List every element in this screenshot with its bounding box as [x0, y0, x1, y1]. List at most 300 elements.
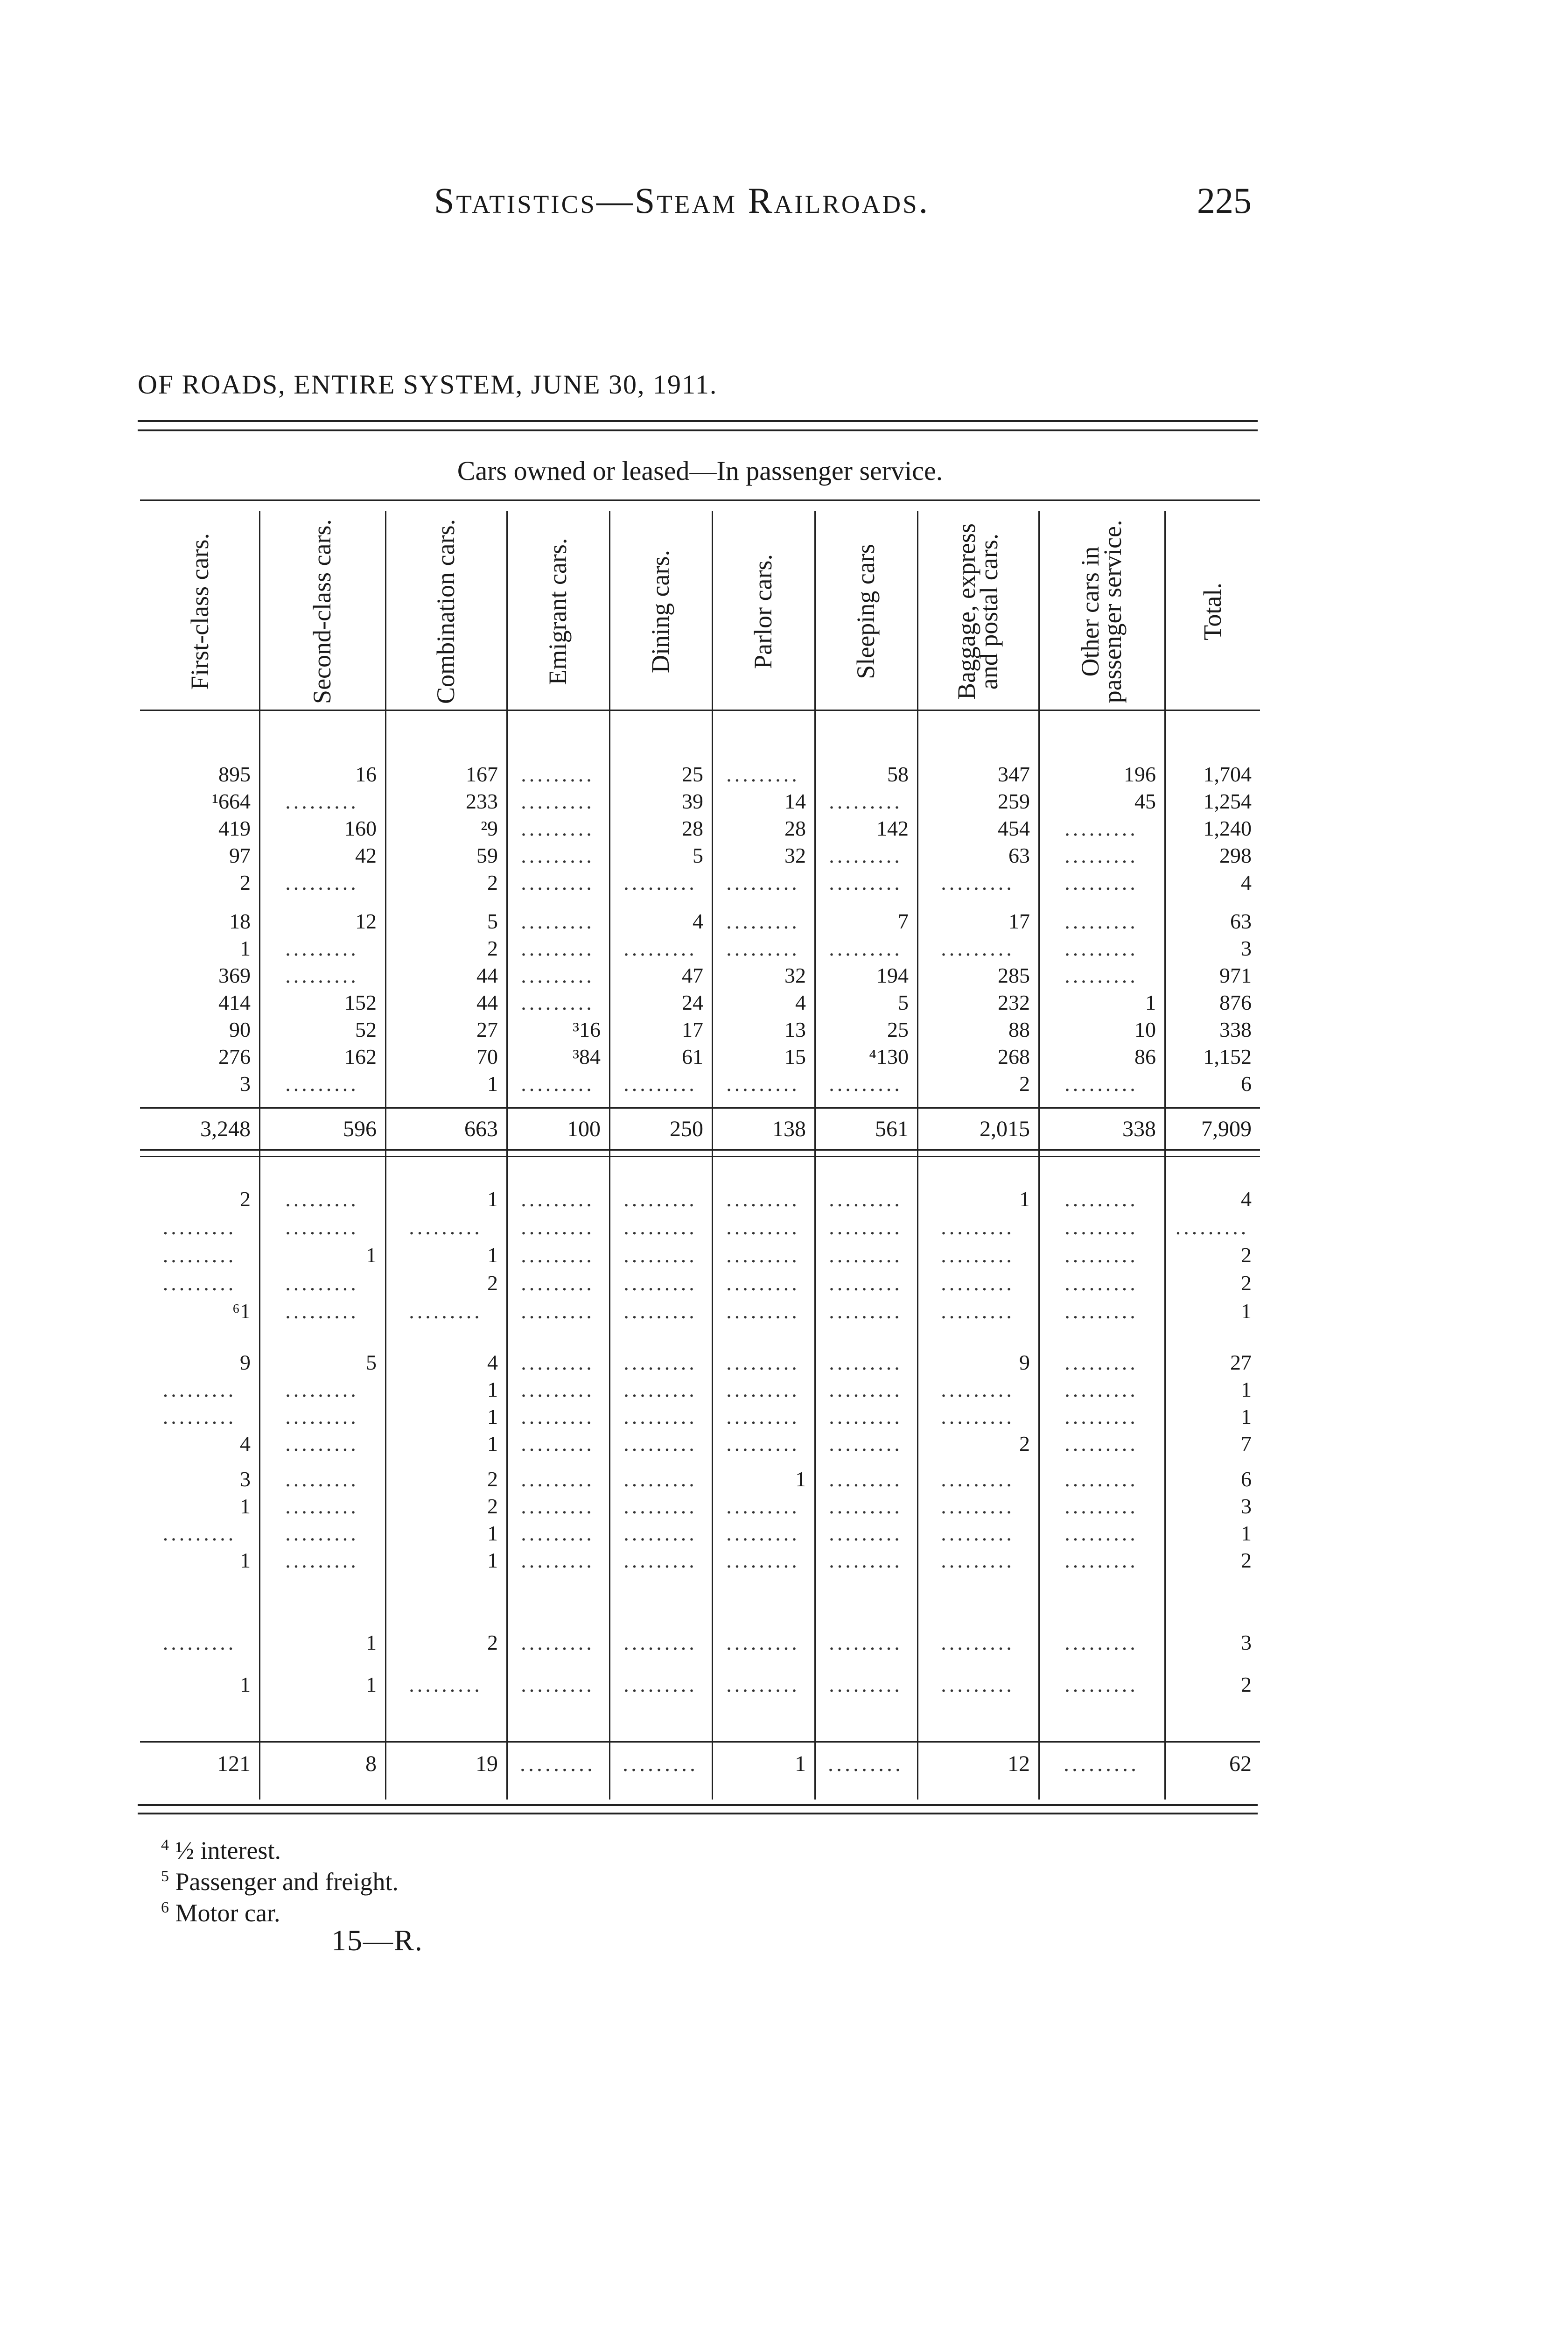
- table-cell: 1: [1241, 1299, 1252, 1323]
- table-cell: 895: [218, 762, 251, 786]
- table-cell: 59: [476, 844, 498, 867]
- table-cell: 259: [998, 789, 1030, 813]
- table-cell: 27: [476, 1018, 498, 1041]
- column-header-3: [506, 518, 609, 705]
- table-cell: 2: [487, 1467, 498, 1491]
- table-cell: 1,704: [1203, 762, 1252, 786]
- empty-cell-leader: .........: [162, 1521, 237, 1545]
- empty-cell-leader: .........: [285, 936, 359, 960]
- table-cell: 9: [1019, 1350, 1030, 1374]
- empty-cell-leader: .........: [623, 1215, 697, 1239]
- table-cell: 2: [487, 936, 498, 960]
- table-cell: 58: [887, 762, 909, 786]
- table-cell: ²9: [481, 816, 498, 840]
- total2-rule-upper: [140, 1741, 1260, 1743]
- table-cell: 18: [229, 909, 251, 933]
- empty-cell-leader: .........: [726, 1350, 800, 1374]
- empty-cell-leader: .........: [1064, 1405, 1138, 1428]
- bottom-double-rule-upper: [138, 1804, 1258, 1806]
- empty-cell-leader: .........: [1064, 1494, 1138, 1518]
- empty-cell-leader: .........: [623, 1271, 697, 1295]
- column-header-7: [917, 518, 1038, 705]
- table-cell: 44: [476, 963, 498, 987]
- table-cell: 47: [682, 963, 703, 987]
- empty-cell-leader: .........: [1064, 1378, 1138, 1401]
- column-header-label: Second-class cars.: [308, 519, 336, 704]
- empty-cell-leader: .........: [623, 1378, 697, 1401]
- table-cell: 1: [240, 1494, 251, 1518]
- table-cell: ⁶1: [232, 1299, 251, 1323]
- table-cell: 5: [693, 844, 703, 867]
- table-cell: 25: [887, 1018, 909, 1041]
- empty-cell-leader: .........: [521, 1521, 595, 1545]
- table-cell: 454: [998, 816, 1030, 840]
- empty-cell-leader: .........: [829, 1631, 903, 1654]
- column-divider: [259, 511, 260, 1800]
- table-cell: 121: [217, 1751, 251, 1776]
- total-rule-lower-2: [140, 1156, 1260, 1157]
- empty-cell-leader: .........: [726, 1405, 800, 1428]
- table-cell: 1: [487, 1548, 498, 1572]
- empty-cell-leader: .........: [829, 1521, 903, 1545]
- empty-cell-leader: .........: [1064, 871, 1138, 894]
- empty-cell-leader: .........: [521, 816, 595, 840]
- empty-cell-leader: .........: [285, 1378, 359, 1401]
- table-cell: 2: [1241, 1673, 1252, 1696]
- empty-cell-leader: .........: [941, 1243, 1015, 1267]
- table-cell: 1: [487, 1521, 498, 1545]
- table-cell: 4: [487, 1350, 498, 1374]
- empty-cell-leader: .........: [521, 1271, 595, 1295]
- table-cell: 232: [998, 991, 1030, 1014]
- top-double-rule-lower: [138, 429, 1258, 431]
- empty-cell-leader: .........: [623, 1751, 698, 1776]
- empty-cell-leader: .........: [941, 936, 1015, 960]
- column-divider: [712, 511, 713, 1800]
- table-cell: 4: [1241, 871, 1252, 894]
- empty-cell-leader: .........: [285, 1187, 359, 1211]
- empty-cell-leader: .........: [285, 1271, 359, 1295]
- table-cell: 561: [875, 1117, 909, 1141]
- empty-cell-leader: .........: [829, 871, 903, 894]
- empty-cell-leader: .........: [285, 1521, 359, 1545]
- empty-cell-leader: .........: [521, 762, 595, 786]
- total-rule-lower: [140, 1149, 1260, 1151]
- empty-cell-leader: .........: [828, 1751, 903, 1776]
- table-cell: 62: [1229, 1751, 1252, 1776]
- empty-cell-leader: .........: [285, 963, 359, 987]
- empty-cell-leader: .........: [409, 1673, 483, 1696]
- table-cell: 2: [487, 1631, 498, 1654]
- empty-cell-leader: .........: [623, 1405, 697, 1428]
- table-cell: 338: [1122, 1117, 1156, 1141]
- table-cell: 5: [366, 1350, 377, 1374]
- empty-cell-leader: .........: [162, 1215, 237, 1239]
- empty-cell-leader: .........: [1175, 1215, 1249, 1239]
- column-header-0: [140, 518, 259, 705]
- empty-cell-leader: .........: [1064, 1467, 1138, 1491]
- table-cell: 1: [487, 1072, 498, 1096]
- table-cell: 194: [876, 963, 909, 987]
- column-header-label: Parlor cars.: [749, 554, 777, 669]
- table-cell: 285: [998, 963, 1030, 987]
- empty-cell-leader: .........: [1064, 1521, 1138, 1545]
- table-cell: 162: [344, 1045, 377, 1069]
- table-cell: 25: [682, 762, 703, 786]
- empty-cell-leader: .........: [162, 1631, 237, 1654]
- empty-cell-leader: .........: [726, 1673, 800, 1696]
- empty-cell-leader: .........: [1064, 1350, 1138, 1374]
- table-cell: ¹664: [212, 789, 251, 813]
- empty-cell-leader: .........: [941, 1299, 1015, 1323]
- empty-cell-leader: .........: [623, 1432, 697, 1455]
- table-cell: 414: [218, 991, 251, 1014]
- table-cell: 2: [1241, 1271, 1252, 1295]
- empty-cell-leader: .........: [162, 1378, 237, 1401]
- page-number: 225: [1197, 180, 1252, 221]
- empty-cell-leader: .........: [726, 1299, 800, 1323]
- table-cell: 971: [1219, 963, 1252, 987]
- empty-cell-leader: .........: [162, 1271, 237, 1295]
- column-header-4: [609, 518, 712, 705]
- empty-cell-leader: .........: [829, 1548, 903, 1572]
- table-cell: 419: [218, 816, 251, 840]
- column-header-1: [259, 518, 385, 705]
- table-cell: 1: [795, 1467, 806, 1491]
- table-cell: 12: [355, 909, 377, 933]
- table-cell: 1: [795, 1751, 806, 1776]
- column-header-6: [814, 518, 917, 705]
- empty-cell-leader: .........: [726, 871, 800, 894]
- empty-cell-leader: .........: [521, 1405, 595, 1428]
- column-divider: [506, 511, 508, 1800]
- column-header-8: [1038, 518, 1164, 705]
- empty-cell-leader: .........: [829, 1271, 903, 1295]
- table-cell: 32: [784, 844, 806, 867]
- empty-cell-leader: .........: [1064, 1432, 1138, 1455]
- empty-cell-leader: .........: [285, 871, 359, 894]
- empty-cell-leader: .........: [726, 1548, 800, 1572]
- empty-cell-leader: .........: [285, 1494, 359, 1518]
- table-cell: 268: [998, 1045, 1030, 1069]
- table-cell: 28: [784, 816, 806, 840]
- empty-cell-leader: .........: [829, 936, 903, 960]
- table-cell: 12: [1008, 1751, 1030, 1776]
- column-header-label: Dining cars.: [646, 550, 674, 673]
- empty-cell-leader: .........: [1064, 1271, 1138, 1295]
- table-cell: 5: [898, 991, 909, 1014]
- empty-cell-leader: .........: [726, 1187, 800, 1211]
- empty-cell-leader: .........: [726, 936, 800, 960]
- header-bottom-rule: [140, 710, 1260, 711]
- table-cell: 61: [682, 1045, 703, 1069]
- table-cell: 1: [487, 1243, 498, 1267]
- table-cell: 2: [487, 871, 498, 894]
- empty-cell-leader: .........: [1064, 1215, 1138, 1239]
- empty-cell-leader: .........: [829, 1215, 903, 1239]
- super-header-rule: [140, 499, 1260, 501]
- table-cell: 1: [240, 936, 251, 960]
- column-header-5: [712, 518, 814, 705]
- empty-cell-leader: .........: [623, 1631, 697, 1654]
- table-cell: 32: [784, 963, 806, 987]
- table-cell: 7: [898, 909, 909, 933]
- empty-cell-leader: .........: [409, 1299, 483, 1323]
- table-cell: ³16: [573, 1018, 601, 1041]
- page-signature: 15—R.: [331, 1924, 423, 1957]
- empty-cell-leader: .........: [829, 1378, 903, 1401]
- table-cell: 13: [784, 1018, 806, 1041]
- empty-cell-leader: .........: [726, 1631, 800, 1654]
- empty-cell-leader: .........: [829, 1350, 903, 1374]
- empty-cell-leader: .........: [1064, 909, 1138, 933]
- table-cell: 233: [466, 789, 498, 813]
- empty-cell-leader: .........: [1064, 936, 1138, 960]
- table-subtitle: OF ROADS, ENTIRE SYSTEM, JUNE 30, 1911.: [138, 369, 718, 400]
- table-cell: 876: [1219, 991, 1252, 1014]
- empty-cell-leader: .........: [1064, 1072, 1138, 1096]
- empty-cell-leader: .........: [285, 1432, 359, 1455]
- table-cell: 1: [240, 1548, 251, 1572]
- empty-cell-leader: .........: [726, 1494, 800, 1518]
- empty-cell-leader: .........: [623, 1187, 697, 1211]
- empty-cell-leader: .........: [623, 1299, 697, 1323]
- empty-cell-leader: .........: [285, 1215, 359, 1239]
- table-cell: 2: [1241, 1243, 1252, 1267]
- empty-cell-leader: .........: [1064, 816, 1138, 840]
- empty-cell-leader: .........: [829, 1187, 903, 1211]
- empty-cell-leader: .........: [1064, 1751, 1139, 1776]
- empty-cell-leader: .........: [520, 1751, 595, 1776]
- empty-cell-leader: .........: [285, 1405, 359, 1428]
- empty-cell-leader: .........: [829, 789, 903, 813]
- empty-cell-leader: .........: [521, 1243, 595, 1267]
- running-title: Statistics—Steam Railroads.: [434, 180, 930, 221]
- table-cell: 44: [476, 991, 498, 1014]
- empty-cell-leader: .........: [521, 844, 595, 867]
- empty-cell-leader: .........: [285, 789, 359, 813]
- column-header-label: Combination cars.: [432, 519, 460, 704]
- table-cell: 1,254: [1203, 789, 1252, 813]
- table-cell: 28: [682, 816, 703, 840]
- table-cell: 90: [229, 1018, 251, 1041]
- empty-cell-leader: .........: [941, 871, 1015, 894]
- empty-cell-leader: .........: [941, 1215, 1015, 1239]
- empty-cell-leader: .........: [285, 1548, 359, 1572]
- column-header-label: Sleeping cars: [852, 544, 880, 679]
- footnote-4: $^4$ ½ interest.: [161, 1836, 281, 1864]
- empty-cell-leader: .........: [1064, 963, 1138, 987]
- table-cell: 70: [476, 1045, 498, 1069]
- table-cell: 39: [682, 789, 703, 813]
- table-cell: 63: [1008, 844, 1030, 867]
- empty-cell-leader: .........: [521, 1215, 595, 1239]
- table-super-header: Cars owned or leased—In passenger service.: [457, 456, 943, 486]
- table-cell: 4: [693, 909, 703, 933]
- column-header-9: [1164, 518, 1260, 705]
- table-cell: ³84: [573, 1045, 601, 1069]
- empty-cell-leader: .........: [521, 1631, 595, 1654]
- total-rule-upper: [140, 1107, 1260, 1109]
- empty-cell-leader: .........: [623, 1467, 697, 1491]
- table-cell: 1: [487, 1187, 498, 1211]
- table-cell: 1: [366, 1243, 377, 1267]
- empty-cell-leader: .........: [941, 1631, 1015, 1654]
- table-cell: 250: [670, 1117, 703, 1141]
- empty-cell-leader: .........: [162, 1243, 237, 1267]
- table-cell: 45: [1134, 789, 1156, 813]
- table-cell: 1: [1241, 1521, 1252, 1545]
- empty-cell-leader: .........: [941, 1405, 1015, 1428]
- empty-cell-leader: .........: [285, 1072, 359, 1096]
- empty-cell-leader: .........: [521, 936, 595, 960]
- empty-cell-leader: .........: [623, 1521, 697, 1545]
- table-cell: 1,152: [1203, 1045, 1252, 1069]
- empty-cell-leader: .........: [829, 1494, 903, 1518]
- table-cell: ⁴130: [868, 1045, 909, 1069]
- table-cell: 4: [795, 991, 806, 1014]
- empty-cell-leader: .........: [829, 1467, 903, 1491]
- empty-cell-leader: .........: [726, 1243, 800, 1267]
- empty-cell-leader: .........: [521, 1072, 595, 1096]
- empty-cell-leader: .........: [521, 1299, 595, 1323]
- empty-cell-leader: .........: [941, 1673, 1015, 1696]
- empty-cell-leader: .........: [623, 1548, 697, 1572]
- table-cell: 88: [1008, 1018, 1030, 1041]
- table-cell: 7,909: [1201, 1117, 1252, 1141]
- empty-cell-leader: .........: [941, 1378, 1015, 1401]
- empty-cell-leader: .........: [1064, 1631, 1138, 1654]
- table-cell: 42: [355, 844, 377, 867]
- top-double-rule-upper: [138, 420, 1258, 422]
- table-cell: 17: [1008, 909, 1030, 933]
- table-cell: 17: [682, 1018, 703, 1041]
- empty-cell-leader: .........: [623, 1243, 697, 1267]
- footnote-6: $^6$ Motor car.: [161, 1899, 280, 1927]
- table-cell: 5: [487, 909, 498, 933]
- table-cell: 63: [1230, 909, 1252, 933]
- empty-cell-leader: .........: [941, 1548, 1015, 1572]
- empty-cell-leader: .........: [521, 1548, 595, 1572]
- table-cell: 14: [784, 789, 806, 813]
- table-cell: 2: [1241, 1548, 1252, 1572]
- empty-cell-leader: .........: [829, 1432, 903, 1455]
- empty-cell-leader: .........: [623, 1673, 697, 1696]
- empty-cell-leader: .........: [162, 1405, 237, 1428]
- table-cell: 1: [487, 1432, 498, 1455]
- empty-cell-leader: .........: [623, 1494, 697, 1518]
- empty-cell-leader: .........: [521, 1494, 595, 1518]
- empty-cell-leader: .........: [829, 1673, 903, 1696]
- column-divider: [1038, 511, 1040, 1800]
- table-cell: 9: [240, 1350, 251, 1374]
- column-divider: [609, 511, 610, 1800]
- column-header-label: First-class cars.: [185, 533, 214, 690]
- empty-cell-leader: .........: [521, 991, 595, 1014]
- column-header-2: [385, 518, 506, 705]
- empty-cell-leader: .........: [829, 844, 903, 867]
- empty-cell-leader: .........: [623, 1350, 697, 1374]
- table-cell: 3,248: [200, 1117, 251, 1141]
- table-cell: 1: [1019, 1187, 1030, 1211]
- table-cell: 338: [1219, 1018, 1252, 1041]
- column-header-label: Emigrant cars.: [544, 538, 572, 685]
- empty-cell-leader: .........: [521, 1187, 595, 1211]
- table-cell: 1: [1241, 1405, 1252, 1428]
- empty-cell-leader: .........: [726, 1432, 800, 1455]
- table-cell: 276: [218, 1045, 251, 1069]
- table-cell: 298: [1219, 844, 1252, 867]
- empty-cell-leader: .........: [941, 1494, 1015, 1518]
- table-cell: 1: [1241, 1378, 1252, 1401]
- empty-cell-leader: .........: [521, 1432, 595, 1455]
- table-cell: 7: [1241, 1432, 1252, 1455]
- empty-cell-leader: .........: [829, 1243, 903, 1267]
- table-cell: 1: [366, 1673, 377, 1696]
- empty-cell-leader: .........: [941, 1271, 1015, 1295]
- table-cell: 160: [344, 816, 377, 840]
- empty-cell-leader: .........: [521, 1673, 595, 1696]
- empty-cell-leader: .........: [829, 1405, 903, 1428]
- column-divider: [814, 511, 816, 1800]
- table-cell: 3: [1241, 1631, 1252, 1654]
- empty-cell-leader: .........: [409, 1215, 483, 1239]
- table-cell: 10: [1134, 1018, 1156, 1041]
- empty-cell-leader: .........: [521, 789, 595, 813]
- table-cell: 15: [784, 1045, 806, 1069]
- empty-cell-leader: .........: [521, 963, 595, 987]
- table-cell: 6: [1241, 1467, 1252, 1491]
- empty-cell-leader: .........: [941, 1467, 1015, 1491]
- empty-cell-leader: .........: [726, 1378, 800, 1401]
- table-cell: 24: [682, 991, 703, 1014]
- footnotes: [161, 1832, 399, 1926]
- empty-cell-leader: .........: [521, 1378, 595, 1401]
- table-cell: 16: [355, 762, 377, 786]
- empty-cell-leader: .........: [623, 1072, 697, 1096]
- table-cell: 1: [366, 1631, 377, 1654]
- empty-cell-leader: .........: [623, 871, 697, 894]
- table-cell: 19: [476, 1751, 498, 1776]
- table-cell: 8: [365, 1751, 377, 1776]
- empty-cell-leader: .........: [521, 1467, 595, 1491]
- empty-cell-leader: .........: [521, 871, 595, 894]
- empty-cell-leader: .........: [285, 1467, 359, 1491]
- empty-cell-leader: .........: [726, 1271, 800, 1295]
- table-cell: 2: [1019, 1072, 1030, 1096]
- column-divider: [1164, 511, 1166, 1800]
- empty-cell-leader: .........: [623, 936, 697, 960]
- table-cell: 2: [240, 1187, 251, 1211]
- column-divider: [917, 511, 918, 1800]
- empty-cell-leader: .........: [941, 1521, 1015, 1545]
- table-cell: 1: [487, 1378, 498, 1401]
- empty-cell-leader: .........: [1064, 1299, 1138, 1323]
- empty-cell-leader: .........: [726, 909, 800, 933]
- table-cell: 2,015: [980, 1117, 1030, 1141]
- table-cell: 152: [344, 991, 377, 1014]
- column-header-label: Total.: [1198, 583, 1226, 640]
- table-cell: 86: [1134, 1045, 1156, 1069]
- empty-cell-leader: .........: [521, 1350, 595, 1374]
- table-cell: 2: [487, 1271, 498, 1295]
- empty-cell-leader: .........: [1064, 1243, 1138, 1267]
- empty-cell-leader: .........: [726, 762, 800, 786]
- empty-cell-leader: .........: [726, 1072, 800, 1096]
- table-cell: 663: [464, 1117, 498, 1141]
- table-cell: 142: [876, 816, 909, 840]
- table-cell: 167: [466, 762, 498, 786]
